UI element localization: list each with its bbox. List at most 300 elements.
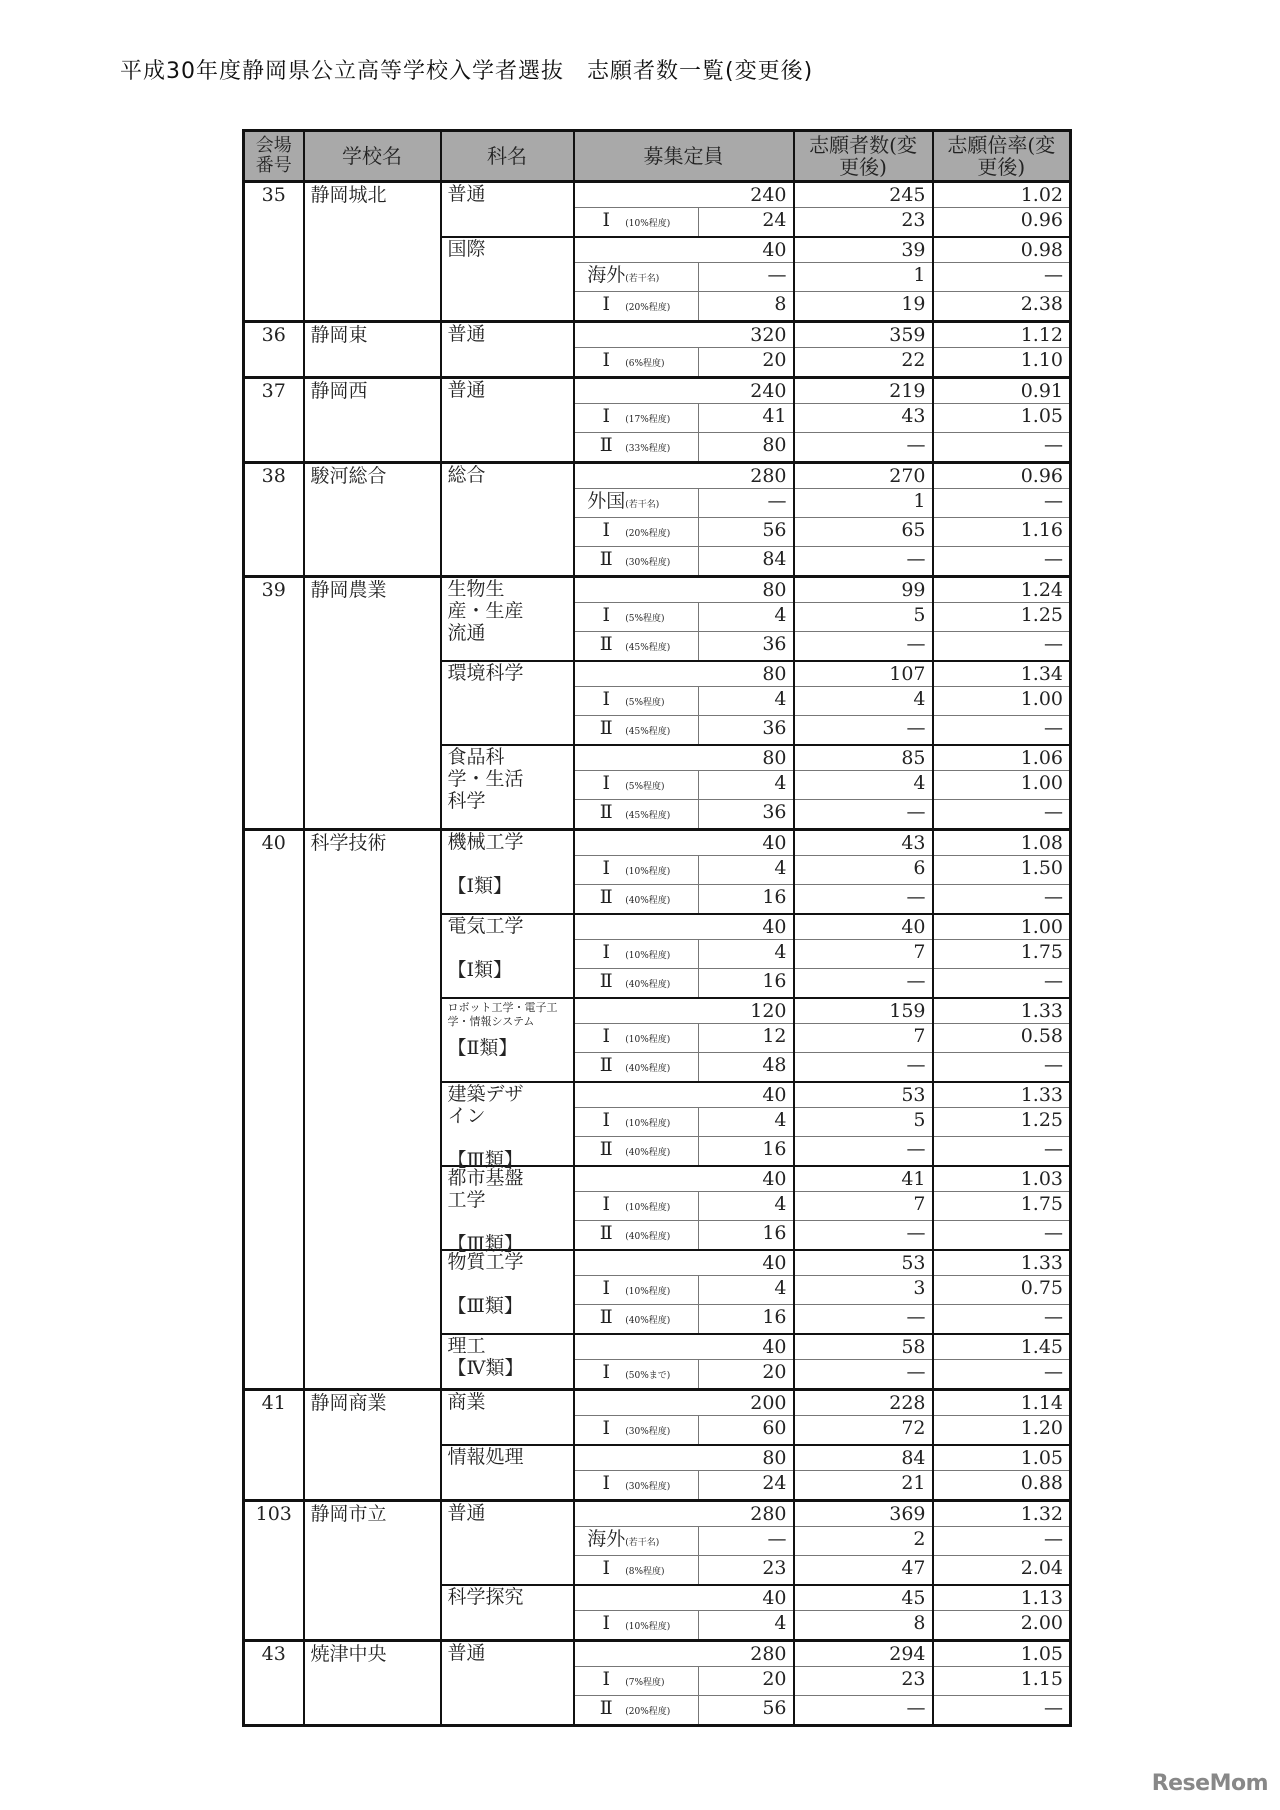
dept-class: 【Ⅰ類】 <box>447 875 513 897</box>
capacity-value: 4 <box>699 687 794 716</box>
ratio-value: 1.12 <box>933 322 1071 348</box>
selection-type <box>574 292 699 322</box>
ratio-value: — <box>933 1053 1071 1083</box>
capacity-total: 40 <box>574 914 794 940</box>
capacity-total: 240 <box>574 182 794 208</box>
ratio-value: — <box>933 885 1071 915</box>
applicants-value: 22 <box>794 348 933 378</box>
selection-percent: (45%程度) <box>625 727 671 737</box>
header-ratio: 志願倍率(変更後) <box>933 131 1071 182</box>
selection-type <box>574 969 699 999</box>
table-row <box>244 378 1071 404</box>
ratio-value: 0.58 <box>933 1024 1071 1053</box>
applicants-value: 270 <box>794 463 933 489</box>
selection-label: Ⅰ <box>602 1361 610 1383</box>
applicants-value: 219 <box>794 378 933 404</box>
applicants-value: 58 <box>794 1334 933 1360</box>
capacity-value: 48 <box>699 1053 794 1083</box>
selection-label: Ⅱ <box>599 633 613 655</box>
capacity-value: 16 <box>699 1137 794 1167</box>
ratio-value: 2.00 <box>933 1611 1071 1641</box>
applicants-value: 23 <box>794 208 933 238</box>
selection-label: Ⅰ <box>602 1193 610 1215</box>
ratio-value: — <box>933 800 1071 830</box>
selection-type <box>574 603 699 632</box>
header-capacity: 募集定員 <box>574 131 794 182</box>
ratio-value: — <box>933 1527 1071 1556</box>
capacity-total: 320 <box>574 322 794 348</box>
selection-type <box>574 716 699 746</box>
capacity-total: 40 <box>574 1334 794 1360</box>
table-row <box>244 1641 1071 1667</box>
dept-name: 普通 <box>447 323 486 345</box>
capacity-value: 24 <box>699 208 794 238</box>
selection-percent: (20%程度) <box>625 529 671 539</box>
capacity-total: 280 <box>574 463 794 489</box>
applicants-value: 53 <box>794 1082 933 1108</box>
capacity-value: 84 <box>699 547 794 577</box>
selection-label: Ⅰ <box>602 519 610 541</box>
selection-percent: (40%程度) <box>625 896 671 906</box>
applicants-value: 85 <box>794 745 933 771</box>
selection-percent: (40%程度) <box>625 1148 671 1158</box>
selection-type <box>574 1276 699 1305</box>
capacity-value: 60 <box>699 1416 794 1446</box>
selection-label: Ⅰ <box>602 1025 610 1047</box>
dept-class: 【Ⅰ類】 <box>447 959 513 981</box>
table-row <box>244 830 1071 856</box>
ratio-value: — <box>933 1221 1071 1251</box>
capacity-total: 80 <box>574 745 794 771</box>
header-venue: 会場番号 <box>244 131 304 182</box>
selection-type <box>574 1527 699 1556</box>
selection-type <box>574 1108 699 1137</box>
ratio-value: 1.50 <box>933 856 1071 885</box>
applicants-value: 7 <box>794 940 933 969</box>
dept-name: 理工 <box>447 1335 486 1357</box>
applicants-value: 21 <box>794 1471 933 1501</box>
capacity-value: 24 <box>699 1471 794 1501</box>
selection-percent: (30%程度) <box>625 1427 671 1437</box>
selection-percent: (40%程度) <box>625 1064 671 1074</box>
venue-number: 39 <box>244 577 304 830</box>
dept-name: 情報処理 <box>447 1446 524 1468</box>
selection-percent: (17%程度) <box>625 415 671 425</box>
selection-type <box>574 1221 699 1251</box>
ratio-value: — <box>933 716 1071 746</box>
applicants-value: 7 <box>794 1192 933 1221</box>
capacity-value: 4 <box>699 603 794 632</box>
applicants-value: — <box>794 969 933 999</box>
ratio-value: 1.33 <box>933 1250 1071 1276</box>
selection-type <box>574 885 699 915</box>
capacity-value: 12 <box>699 1024 794 1053</box>
dept-cell <box>441 914 574 998</box>
table-row <box>244 322 1071 348</box>
venue-number: 36 <box>244 322 304 378</box>
dept-name: 国際 <box>447 238 486 260</box>
school-name: 静岡商業 <box>304 1390 441 1501</box>
selection-type <box>574 1053 699 1083</box>
applicants-value: — <box>794 1360 933 1390</box>
ratio-value: 1.05 <box>933 1641 1071 1667</box>
capacity-total: 40 <box>574 1166 794 1192</box>
ratio-value: — <box>933 547 1071 577</box>
ratio-value: 1.14 <box>933 1390 1071 1416</box>
venue-number: 38 <box>244 463 304 577</box>
capacity-value: 4 <box>699 940 794 969</box>
selection-label: 外国 <box>587 490 626 512</box>
selection-type <box>574 800 699 830</box>
capacity-value: 36 <box>699 716 794 746</box>
selection-type <box>574 940 699 969</box>
dept-name: 普通 <box>447 1642 486 1664</box>
dept-cell <box>441 661 574 745</box>
selection-label: 海外 <box>587 264 626 286</box>
selection-label: Ⅰ <box>602 405 610 427</box>
selection-type <box>574 518 699 547</box>
selection-percent: (5%程度) <box>625 782 665 792</box>
table-row <box>244 1501 1071 1527</box>
table-row <box>244 182 1071 208</box>
dept-cell <box>441 830 574 915</box>
selection-label: Ⅱ <box>599 1054 613 1076</box>
capacity-total: 200 <box>574 1390 794 1416</box>
selection-type <box>574 489 699 518</box>
applicants-value: — <box>794 716 933 746</box>
ratio-value: 2.04 <box>933 1556 1071 1586</box>
capacity-total: 40 <box>574 1250 794 1276</box>
selection-percent: (若干名) <box>625 1538 660 1548</box>
ratio-value: 1.33 <box>933 998 1071 1024</box>
applicants-value: — <box>794 800 933 830</box>
selection-percent: (45%程度) <box>625 643 671 653</box>
capacity-value: 23 <box>699 1556 794 1586</box>
capacity-value: 16 <box>699 885 794 915</box>
selection-label: Ⅱ <box>599 801 613 823</box>
capacity-value: 4 <box>699 771 794 800</box>
applicants-value: 1 <box>794 263 933 292</box>
dept-class: 【Ⅲ類】 <box>447 1149 523 1171</box>
capacity-total: 280 <box>574 1641 794 1667</box>
ratio-value: — <box>933 263 1071 292</box>
dept-cell <box>441 1641 574 1726</box>
ratio-value: 1.34 <box>933 661 1071 687</box>
resemom-logo: ReseMom <box>1151 1771 1268 1796</box>
capacity-value: 36 <box>699 800 794 830</box>
ratio-value: 1.05 <box>933 404 1071 433</box>
selection-type <box>574 1305 699 1335</box>
dept-name: 建築デザイン <box>447 1083 524 1127</box>
selection-percent: (10%程度) <box>625 1203 671 1213</box>
dept-cell <box>441 182 574 238</box>
applicants-value: — <box>794 1221 933 1251</box>
applicants-value: 359 <box>794 322 933 348</box>
table-row <box>244 463 1071 489</box>
selection-percent: (6%程度) <box>625 359 665 369</box>
capacity-value: 20 <box>699 1360 794 1390</box>
dept-name: 普通 <box>447 1502 486 1524</box>
selection-percent: (33%程度) <box>625 444 671 454</box>
ratio-value: 0.75 <box>933 1276 1071 1305</box>
applicants-value: — <box>794 885 933 915</box>
venue-number: 43 <box>244 1641 304 1726</box>
ratio-value: 0.88 <box>933 1471 1071 1501</box>
capacity-total: 120 <box>574 998 794 1024</box>
applicants-value: 65 <box>794 518 933 547</box>
applicants-value: 6 <box>794 856 933 885</box>
applicants-value: — <box>794 1305 933 1335</box>
ratio-value: — <box>933 1305 1071 1335</box>
venue-number: 40 <box>244 830 304 1390</box>
selection-label: Ⅱ <box>599 717 613 739</box>
selection-type <box>574 348 699 378</box>
capacity-value: 20 <box>699 348 794 378</box>
table-row <box>244 577 1071 603</box>
applicants-value: — <box>794 1137 933 1167</box>
capacity-total: 80 <box>574 1445 794 1471</box>
selection-type <box>574 771 699 800</box>
ratio-value: 1.00 <box>933 687 1071 716</box>
dept-name: 物質工学 <box>447 1251 524 1273</box>
venue-number: 37 <box>244 378 304 463</box>
school-name: 静岡東 <box>304 322 441 378</box>
capacity-total: 80 <box>574 577 794 603</box>
ratio-value: 1.25 <box>933 1108 1071 1137</box>
capacity-total: 280 <box>574 1501 794 1527</box>
ratio-value: 1.45 <box>933 1334 1071 1360</box>
selection-percent: (20%程度) <box>625 1707 671 1717</box>
dept-cell <box>441 577 574 662</box>
selection-label: 海外 <box>587 1528 626 1550</box>
ratio-value: 1.08 <box>933 830 1071 856</box>
selection-type <box>574 1696 699 1726</box>
applicants-value: 43 <box>794 404 933 433</box>
ratio-value: 0.96 <box>933 208 1071 238</box>
ratio-value: 1.10 <box>933 348 1071 378</box>
selection-label: Ⅱ <box>599 1306 613 1328</box>
dept-name: 科学探究 <box>447 1586 524 1608</box>
ratio-value: 1.75 <box>933 1192 1071 1221</box>
capacity-value: 4 <box>699 1108 794 1137</box>
ratio-value: 1.03 <box>933 1166 1071 1192</box>
capacity-value: — <box>699 489 794 518</box>
capacity-value: 4 <box>699 856 794 885</box>
dept-name: 商業 <box>447 1391 486 1413</box>
selection-label: Ⅰ <box>602 1557 610 1579</box>
dept-cell <box>441 1501 574 1586</box>
applicants-value: 5 <box>794 1108 933 1137</box>
capacity-total: 40 <box>574 1082 794 1108</box>
applicants-value: 40 <box>794 914 933 940</box>
header-school: 学校名 <box>304 131 441 182</box>
selection-percent: (40%程度) <box>625 980 671 990</box>
school-name: 静岡西 <box>304 378 441 463</box>
school-name: 駿河総合 <box>304 463 441 577</box>
capacity-value: 16 <box>699 969 794 999</box>
ratio-value: 1.13 <box>933 1585 1071 1611</box>
dept-name: 都市基盤工学 <box>447 1167 524 1211</box>
selection-percent: (30%程度) <box>625 1482 671 1492</box>
applicants-value: 41 <box>794 1166 933 1192</box>
selection-type <box>574 263 699 292</box>
ratio-value: 1.33 <box>933 1082 1071 1108</box>
selection-label: Ⅰ <box>602 1612 610 1634</box>
selection-percent: (7%程度) <box>625 1678 665 1688</box>
selection-type <box>574 1667 699 1696</box>
dept-cell <box>441 998 574 1082</box>
applicants-value: 159 <box>794 998 933 1024</box>
applicants-value: 39 <box>794 237 933 263</box>
venue-number: 35 <box>244 182 304 322</box>
selection-percent: (30%程度) <box>625 558 671 568</box>
selection-type <box>574 1360 699 1390</box>
page-title: 平成30年度静岡県公立高等学校入学者選抜 志願者数一覧(変更後) <box>120 59 814 84</box>
ratio-value: — <box>933 489 1071 518</box>
ratio-value: 1.32 <box>933 1501 1071 1527</box>
venue-number: 103 <box>244 1501 304 1641</box>
selection-percent: (10%程度) <box>625 1119 671 1129</box>
ratio-value: 1.24 <box>933 577 1071 603</box>
selection-label: Ⅰ <box>602 604 610 626</box>
school-name: 静岡城北 <box>304 182 441 322</box>
selection-label: Ⅰ <box>602 1109 610 1131</box>
selection-type <box>574 208 699 238</box>
selection-type <box>574 1192 699 1221</box>
dept-cell <box>441 378 574 463</box>
dept-name: ロボット工学・電子工学・情報システム <box>447 1001 558 1028</box>
selection-type <box>574 856 699 885</box>
selection-label: Ⅰ <box>602 1417 610 1439</box>
ratio-value: 1.25 <box>933 603 1071 632</box>
selection-type <box>574 547 699 577</box>
school-name: 静岡市立 <box>304 1501 441 1641</box>
capacity-value: 56 <box>699 518 794 547</box>
applicants-value: 47 <box>794 1556 933 1586</box>
selection-label: Ⅱ <box>599 1222 613 1244</box>
selection-label: Ⅰ <box>602 209 610 231</box>
selection-percent: (50%まで) <box>625 1371 671 1381</box>
ratio-value: — <box>933 969 1071 999</box>
dept-cell <box>441 1250 574 1334</box>
selection-type <box>574 1471 699 1501</box>
selection-label: Ⅰ <box>602 293 610 315</box>
capacity-total: 240 <box>574 378 794 404</box>
selection-percent: (10%程度) <box>625 1622 671 1632</box>
selection-percent: (10%程度) <box>625 1035 671 1045</box>
ratio-value: — <box>933 433 1071 463</box>
dept-name: 普通 <box>447 379 486 401</box>
selection-label: Ⅰ <box>602 857 610 879</box>
ratio-value: — <box>933 1137 1071 1167</box>
ratio-value: 1.02 <box>933 182 1071 208</box>
header-applicants: 志願者数(変更後) <box>794 131 933 182</box>
applicants-value: 3 <box>794 1276 933 1305</box>
applicants-table <box>242 129 1072 1727</box>
selection-label: Ⅱ <box>599 434 613 456</box>
capacity-value: 8 <box>699 292 794 322</box>
selection-type <box>574 1611 699 1641</box>
selection-label: Ⅰ <box>602 1277 610 1299</box>
capacity-value: 4 <box>699 1276 794 1305</box>
selection-type <box>574 632 699 662</box>
dept-cell <box>441 463 574 577</box>
selection-type <box>574 404 699 433</box>
selection-label: Ⅱ <box>599 970 613 992</box>
applicants-value: 99 <box>794 577 933 603</box>
capacity-total: 40 <box>574 830 794 856</box>
applicants-value: — <box>794 433 933 463</box>
applicants-value: 53 <box>794 1250 933 1276</box>
selection-label: Ⅰ <box>602 1472 610 1494</box>
applicants-value: — <box>794 547 933 577</box>
selection-label: Ⅰ <box>602 941 610 963</box>
table-body <box>244 182 1071 1726</box>
applicants-value: 4 <box>794 687 933 716</box>
ratio-value: 0.98 <box>933 237 1071 263</box>
capacity-value: 80 <box>699 433 794 463</box>
applicants-value: 23 <box>794 1667 933 1696</box>
applicants-value: 43 <box>794 830 933 856</box>
table-header-row <box>244 131 1071 182</box>
capacity-total: 40 <box>574 237 794 263</box>
dept-class: 【Ⅱ類】 <box>447 1037 518 1059</box>
selection-label: Ⅱ <box>599 886 613 908</box>
selection-percent: (20%程度) <box>625 303 671 313</box>
capacity-total: 40 <box>574 1585 794 1611</box>
selection-type <box>574 687 699 716</box>
selection-label: Ⅰ <box>602 772 610 794</box>
selection-percent: (若干名) <box>625 274 660 284</box>
selection-percent: (若干名) <box>625 500 660 510</box>
dept-cell <box>441 1334 574 1390</box>
ratio-value: 1.20 <box>933 1416 1071 1446</box>
capacity-value: 20 <box>699 1667 794 1696</box>
dept-class: 【Ⅲ類】 <box>447 1233 523 1255</box>
ratio-value: — <box>933 1360 1071 1390</box>
dept-cell <box>441 1082 574 1171</box>
applicants-value: 228 <box>794 1390 933 1416</box>
table-row <box>244 1390 1071 1416</box>
applicants-value: 107 <box>794 661 933 687</box>
applicants-value: 8 <box>794 1611 933 1641</box>
applicants-value: — <box>794 1053 933 1083</box>
selection-percent: (10%程度) <box>625 1287 671 1297</box>
selection-percent: (10%程度) <box>625 219 671 229</box>
applicants-value: — <box>794 632 933 662</box>
applicants-value: 245 <box>794 182 933 208</box>
selection-percent: (40%程度) <box>625 1232 671 1242</box>
ratio-value: 1.06 <box>933 745 1071 771</box>
applicants-value: — <box>794 1696 933 1726</box>
dept-name: 電気工学 <box>447 915 524 937</box>
ratio-value: 0.91 <box>933 378 1071 404</box>
school-name: 焼津中央 <box>304 1641 441 1726</box>
dept-cell <box>441 745 574 830</box>
dept-class: 【Ⅲ類】 <box>447 1295 523 1317</box>
school-name: 科学技術 <box>304 830 441 1390</box>
dept-cell <box>441 322 574 378</box>
selection-percent: (40%程度) <box>625 1316 671 1326</box>
ratio-value: 1.15 <box>933 1667 1071 1696</box>
applicants-value: 45 <box>794 1585 933 1611</box>
applicants-value: 4 <box>794 771 933 800</box>
capacity-value: 41 <box>699 404 794 433</box>
ratio-value: 1.16 <box>933 518 1071 547</box>
capacity-value: 16 <box>699 1305 794 1335</box>
applicants-value: 1 <box>794 489 933 518</box>
dept-cell <box>441 1445 574 1501</box>
